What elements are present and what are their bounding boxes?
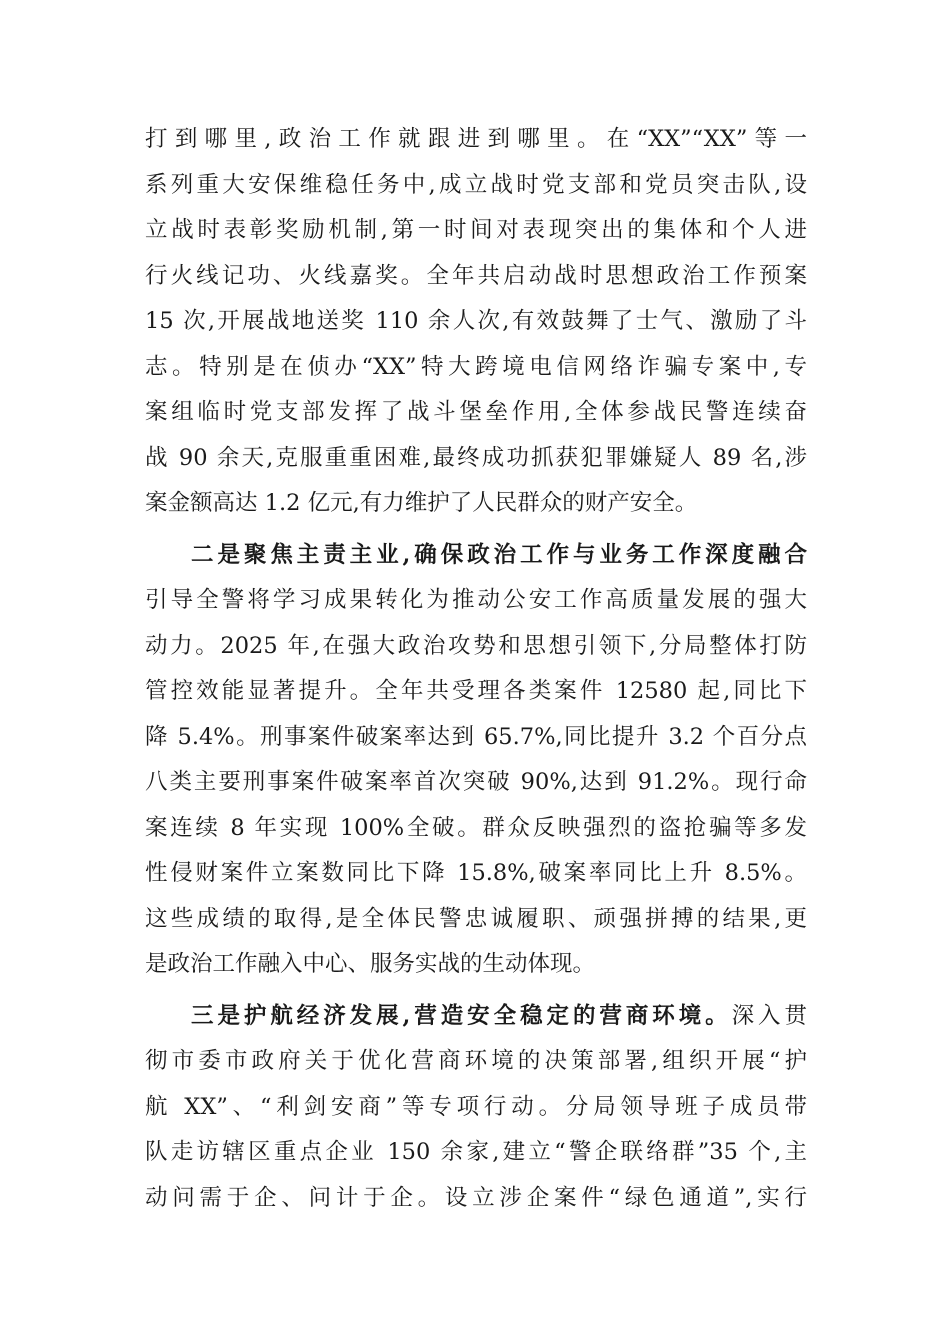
text-line: 性侵财案件立案数同比下降 15.8%,破案率同比上升 8.5%。 bbox=[145, 860, 807, 886]
text-line: 八类主要刑事案件破案率首次突破 90%,达到 91.2%。现行命 bbox=[145, 769, 807, 795]
text-line: 动问需于企、问计于企。设立涉企案件“绿色通道”,实行 bbox=[145, 1184, 807, 1211]
text-line: 案连续 8 年实现 100%全破。群众反映强烈的盗抢骗等多发 bbox=[145, 814, 807, 841]
text-line: 队走访辖区重点企业 150 余家,建立“警企联络群”35 个,主 bbox=[145, 1139, 807, 1165]
text-line: 行火线记功、火线嘉奖。全年共启动战时思想政治工作预案 bbox=[145, 262, 807, 289]
paragraph-heading-line bbox=[145, 994, 807, 1040]
text-line: 案金额高达 1.2 亿元,有力维护了人民群众的财产安全。 bbox=[145, 490, 698, 516]
paragraph-2 bbox=[145, 533, 807, 988]
text-line: 彻市委市政府关于优化营商环境的决策部署,组织开展“护 bbox=[145, 1048, 807, 1074]
text-line: 管控效能显著提升。全年共受理各类案件 12580 起,同比下 bbox=[145, 678, 807, 704]
text-line: 志。特别是在侦办“XX”特大跨境电信网络诈骗专案中,专 bbox=[145, 353, 807, 380]
text-line: 系列重大安保维稳任务中,成立战时党支部和党员突击队,设 bbox=[145, 171, 807, 198]
paragraph-1 bbox=[145, 117, 807, 527]
paragraph-heading: 二是聚焦主责主业,确保政治工作与业务工作深度融合 bbox=[191, 541, 807, 568]
text-line: 降 5.4%。刑事案件破案率达到 65.7%,同比提升 3.2 个百分点 bbox=[145, 723, 807, 750]
text-line: 动力。2025 年,在强大政治攻势和思想引领下,分局整体打防 bbox=[145, 632, 807, 659]
text-line: 是政治工作融入中心、服务实战的生动体现。 bbox=[145, 951, 596, 977]
text-line: 案组临时党支部发挥了战斗堡垒作用,全体参战民警连续奋 bbox=[145, 399, 807, 425]
text-line: 15 次,开展战地送奖 110 余人次,有效鼓舞了士气、激励了斗 bbox=[145, 308, 807, 334]
paragraph-heading: 三是护航经济发展,营造安全稳定的营商环境。 bbox=[191, 1002, 732, 1029]
text-line: 打到哪里,政治工作就跟进到哪里。在“XX”“XX”等一 bbox=[145, 126, 807, 152]
text-line: 立战时表彰奖励机制,第一时间对表现突出的集体和个人进 bbox=[145, 217, 807, 243]
text-line: 战 90 余天,克服重重困难,最终成功抓获犯罪嫌疑人 89 名,涉 bbox=[145, 444, 807, 471]
text-line: 这些成绩的取得,是全体民警忠诚履职、顽强拼搏的结果,更 bbox=[145, 905, 807, 932]
heading-tail-text: 深入贯 bbox=[731, 1002, 807, 1029]
text-line: 航 XX”、“利剑安商”等专项行动。分局领导班子成员带 bbox=[145, 1093, 807, 1120]
paragraph-3 bbox=[145, 994, 807, 1222]
body-text bbox=[145, 117, 807, 1221]
text-line: 引导全警将学习成果转化为推动公安工作高质量发展的强大 bbox=[145, 587, 807, 613]
